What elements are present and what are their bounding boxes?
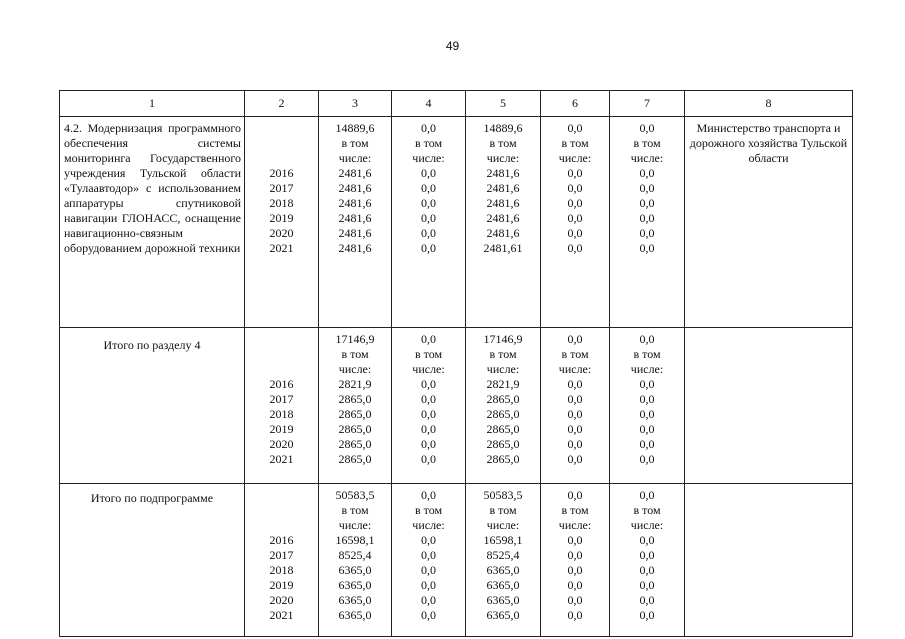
year-value: 2481,61 bbox=[483, 241, 523, 255]
year-value: 0,0 bbox=[639, 578, 655, 592]
table-row-section-4-total bbox=[60, 328, 853, 484]
total-value: 14889,6 bbox=[335, 121, 375, 135]
including-label: числе: bbox=[486, 518, 520, 532]
year-value: 2865,0 bbox=[338, 407, 372, 421]
year-value: 0,0 bbox=[639, 392, 655, 406]
year-value: 2865,0 bbox=[486, 422, 520, 436]
year-value: 8525,4 bbox=[486, 548, 520, 562]
including-label: числе: bbox=[338, 151, 372, 165]
year-value: 0,0 bbox=[639, 196, 655, 210]
year-value: 2481,6 bbox=[338, 181, 372, 195]
year-value: 2865,0 bbox=[338, 392, 372, 406]
year-value: 2481,6 bbox=[486, 166, 520, 180]
row-description: Итого по подпрограмме bbox=[60, 484, 245, 637]
including-label: числе: bbox=[486, 362, 520, 376]
year-value: 6365,0 bbox=[338, 578, 372, 592]
year-value: 2481,6 bbox=[338, 241, 372, 255]
column-header: 6 bbox=[541, 91, 610, 117]
year-value: 0,0 bbox=[639, 437, 655, 451]
year-label: 2019 bbox=[269, 578, 294, 592]
table-row-item-4-2 bbox=[60, 117, 853, 328]
year-value: 0,0 bbox=[639, 226, 655, 240]
column-header: 4 bbox=[392, 91, 466, 117]
year-label: 2020 bbox=[269, 437, 294, 451]
year-label: 2017 bbox=[269, 392, 294, 406]
including-label: числе: bbox=[558, 151, 592, 165]
year-label: 2017 bbox=[269, 548, 294, 562]
including-label: числе: bbox=[630, 362, 664, 376]
year-value: 2481,6 bbox=[486, 211, 520, 225]
including-label: в том bbox=[561, 136, 589, 150]
page-number: 49 bbox=[445, 39, 460, 53]
year-value: 2481,6 bbox=[338, 196, 372, 210]
column-number-row bbox=[60, 91, 853, 117]
including-label: в том bbox=[414, 347, 443, 361]
year-value: 0,0 bbox=[567, 181, 583, 195]
row-description: 4.2. Модернизация программного обеспечения системы мониторинга Государственного учреждения Тульской области «Тулаавтодор» с использованием аппаратуры спутниковой навигации ГЛОНАСС, оснащение навигационно-связным оборудованием дорожной техники bbox=[60, 117, 245, 328]
year-value: 2821,9 bbox=[486, 377, 520, 391]
year-value: 16598,1 bbox=[335, 533, 375, 547]
including-label: в том bbox=[489, 347, 517, 361]
year-value: 0,0 bbox=[421, 392, 436, 406]
years-cell bbox=[245, 484, 319, 637]
year-value: 0,0 bbox=[421, 608, 436, 622]
including-label: числе: bbox=[630, 151, 664, 165]
year-label: 2018 bbox=[269, 407, 294, 421]
amount-cell-c7 bbox=[610, 484, 685, 637]
year-value: 6365,0 bbox=[338, 563, 372, 577]
total-value: 14889,6 bbox=[483, 121, 523, 135]
year-value: 0,0 bbox=[421, 548, 436, 562]
table-row-subprogram-total bbox=[60, 484, 853, 637]
year-label: 2019 bbox=[269, 211, 294, 225]
year-value: 0,0 bbox=[421, 563, 436, 577]
year-label: 2021 bbox=[269, 452, 294, 466]
year-value: 2865,0 bbox=[486, 392, 520, 406]
year-value: 0,0 bbox=[421, 166, 436, 180]
year-value: 2865,0 bbox=[486, 407, 520, 421]
total-value: 0,0 bbox=[567, 332, 583, 346]
including-label: числе: bbox=[558, 518, 592, 532]
total-value: 17146,9 bbox=[335, 332, 375, 346]
year-value: 2481,6 bbox=[486, 226, 520, 240]
year-value: 0,0 bbox=[639, 181, 655, 195]
year-value: 0,0 bbox=[421, 578, 436, 592]
year-value: 2865,0 bbox=[338, 422, 372, 436]
executor-cell: Министерство транспорта и дорожного хозяйства Тульской области bbox=[685, 117, 853, 328]
column-header: 3 bbox=[319, 91, 392, 117]
year-value: 0,0 bbox=[567, 593, 583, 607]
total-value: 17146,9 bbox=[483, 332, 523, 346]
year-label: 2016 bbox=[269, 166, 294, 180]
including-label: в том bbox=[633, 347, 661, 361]
including-label: в том bbox=[341, 503, 369, 517]
year-value: 0,0 bbox=[567, 533, 583, 547]
column-header: 5 bbox=[466, 91, 541, 117]
total-value: 0,0 bbox=[639, 121, 655, 135]
executor-cell bbox=[685, 328, 853, 484]
year-value: 0,0 bbox=[567, 608, 583, 622]
year-value: 6365,0 bbox=[486, 578, 520, 592]
year-value: 2481,6 bbox=[338, 211, 372, 225]
year-label: 2021 bbox=[269, 241, 294, 255]
column-header: 7 bbox=[610, 91, 685, 117]
year-value: 0,0 bbox=[421, 593, 436, 607]
year-label: 2018 bbox=[269, 563, 294, 577]
including-label: числе: bbox=[412, 151, 445, 165]
year-value: 0,0 bbox=[421, 241, 436, 255]
amount-cell-c5 bbox=[466, 117, 541, 328]
year-label: 2017 bbox=[269, 181, 294, 195]
year-value: 0,0 bbox=[421, 422, 436, 436]
year-value: 0,0 bbox=[421, 533, 436, 547]
including-label: числе: bbox=[338, 362, 372, 376]
amount-cell-c7 bbox=[610, 328, 685, 484]
year-value: 0,0 bbox=[639, 241, 655, 255]
year-value: 0,0 bbox=[639, 608, 655, 622]
column-header: 1 bbox=[60, 91, 245, 117]
year-label: 2021 bbox=[269, 608, 294, 622]
amount-cell-c4 bbox=[392, 484, 466, 637]
including-label: в том bbox=[414, 136, 443, 150]
year-value: 0,0 bbox=[639, 422, 655, 436]
total-value: 0,0 bbox=[567, 488, 583, 502]
year-value: 2481,6 bbox=[338, 226, 372, 240]
year-value: 0,0 bbox=[567, 578, 583, 592]
year-value: 0,0 bbox=[421, 437, 436, 451]
year-label: 2019 bbox=[269, 422, 294, 436]
including-label: числе: bbox=[412, 518, 445, 532]
amount-cell-c5 bbox=[466, 484, 541, 637]
total-value: 0,0 bbox=[421, 121, 436, 135]
year-label: 2016 bbox=[269, 533, 294, 547]
year-label: 2016 bbox=[269, 377, 294, 391]
year-value: 0,0 bbox=[567, 211, 583, 225]
including-label: числе: bbox=[412, 362, 445, 376]
total-value: 0,0 bbox=[639, 332, 655, 346]
amount-cell-c3 bbox=[319, 117, 392, 328]
year-value: 0,0 bbox=[639, 533, 655, 547]
amount-cell-c4 bbox=[392, 328, 466, 484]
amount-cell-c6 bbox=[541, 328, 610, 484]
year-value: 2865,0 bbox=[486, 452, 520, 466]
year-value: 6365,0 bbox=[486, 563, 520, 577]
year-label: 2018 bbox=[269, 196, 294, 210]
year-value: 0,0 bbox=[567, 241, 583, 255]
years-cell bbox=[245, 117, 319, 328]
year-value: 0,0 bbox=[639, 563, 655, 577]
year-value: 0,0 bbox=[567, 377, 583, 391]
year-value: 0,0 bbox=[421, 377, 436, 391]
year-value: 0,0 bbox=[639, 407, 655, 421]
including-label: в том bbox=[633, 136, 661, 150]
year-value: 0,0 bbox=[421, 407, 436, 421]
total-value: 0,0 bbox=[421, 332, 436, 346]
including-label: в том bbox=[341, 347, 369, 361]
year-value: 0,0 bbox=[421, 452, 436, 466]
year-value: 2865,0 bbox=[486, 437, 520, 451]
year-value: 0,0 bbox=[421, 181, 436, 195]
column-header: 2 bbox=[245, 91, 319, 117]
year-value: 2865,0 bbox=[338, 437, 372, 451]
total-value: 0,0 bbox=[639, 488, 655, 502]
amount-cell-c6 bbox=[541, 117, 610, 328]
including-label: в том bbox=[561, 503, 589, 517]
amount-cell-c3 bbox=[319, 484, 392, 637]
amount-cell-c5 bbox=[466, 328, 541, 484]
year-value: 0,0 bbox=[639, 593, 655, 607]
amount-cell-c6 bbox=[541, 484, 610, 637]
including-label: в том bbox=[489, 136, 517, 150]
year-value: 0,0 bbox=[567, 407, 583, 421]
year-value: 0,0 bbox=[639, 452, 655, 466]
amount-cell-c3 bbox=[319, 328, 392, 484]
including-label: в том bbox=[489, 503, 517, 517]
year-value: 0,0 bbox=[567, 422, 583, 436]
year-value: 0,0 bbox=[567, 226, 583, 240]
year-value: 0,0 bbox=[567, 392, 583, 406]
executor-cell bbox=[685, 484, 853, 637]
year-label: 2020 bbox=[269, 226, 294, 240]
year-value: 16598,1 bbox=[483, 533, 523, 547]
year-value: 0,0 bbox=[639, 211, 655, 225]
total-value: 0,0 bbox=[421, 488, 436, 502]
including-label: в том bbox=[633, 503, 661, 517]
including-label: в том bbox=[341, 136, 369, 150]
including-label: в том bbox=[414, 503, 443, 517]
year-value: 0,0 bbox=[567, 196, 583, 210]
column-header: 8 bbox=[685, 91, 853, 117]
year-value: 0,0 bbox=[567, 166, 583, 180]
total-value: 50583,5 bbox=[335, 488, 375, 502]
row-description: Итого по разделу 4 bbox=[60, 328, 245, 484]
year-value: 6365,0 bbox=[486, 608, 520, 622]
year-value: 0,0 bbox=[639, 166, 655, 180]
year-value: 6365,0 bbox=[486, 593, 520, 607]
year-value: 0,0 bbox=[639, 548, 655, 562]
year-value: 0,0 bbox=[567, 452, 583, 466]
amount-cell-c4 bbox=[392, 117, 466, 328]
year-value: 2481,6 bbox=[486, 196, 520, 210]
including-label: числе: bbox=[338, 518, 372, 532]
year-value: 6365,0 bbox=[338, 608, 372, 622]
year-value: 0,0 bbox=[421, 196, 436, 210]
year-value: 2865,0 bbox=[338, 452, 372, 466]
budget-table bbox=[59, 90, 853, 637]
total-value: 0,0 bbox=[567, 121, 583, 135]
year-value: 6365,0 bbox=[338, 593, 372, 607]
years-cell bbox=[245, 328, 319, 484]
including-label: числе: bbox=[486, 151, 520, 165]
year-value: 2481,6 bbox=[486, 181, 520, 195]
year-value: 0,0 bbox=[567, 563, 583, 577]
total-value: 50583,5 bbox=[483, 488, 523, 502]
including-label: числе: bbox=[558, 362, 592, 376]
year-value: 0,0 bbox=[421, 211, 436, 225]
year-value: 8525,4 bbox=[338, 548, 372, 562]
amount-cell-c7 bbox=[610, 117, 685, 328]
year-value: 2821,9 bbox=[338, 377, 372, 391]
including-label: в том bbox=[561, 347, 589, 361]
including-label: числе: bbox=[630, 518, 664, 532]
year-value: 0,0 bbox=[421, 226, 436, 240]
year-value: 0,0 bbox=[567, 548, 583, 562]
year-value: 2481,6 bbox=[338, 166, 372, 180]
year-label: 2020 bbox=[269, 593, 294, 607]
year-value: 0,0 bbox=[567, 437, 583, 451]
year-value: 0,0 bbox=[639, 377, 655, 391]
